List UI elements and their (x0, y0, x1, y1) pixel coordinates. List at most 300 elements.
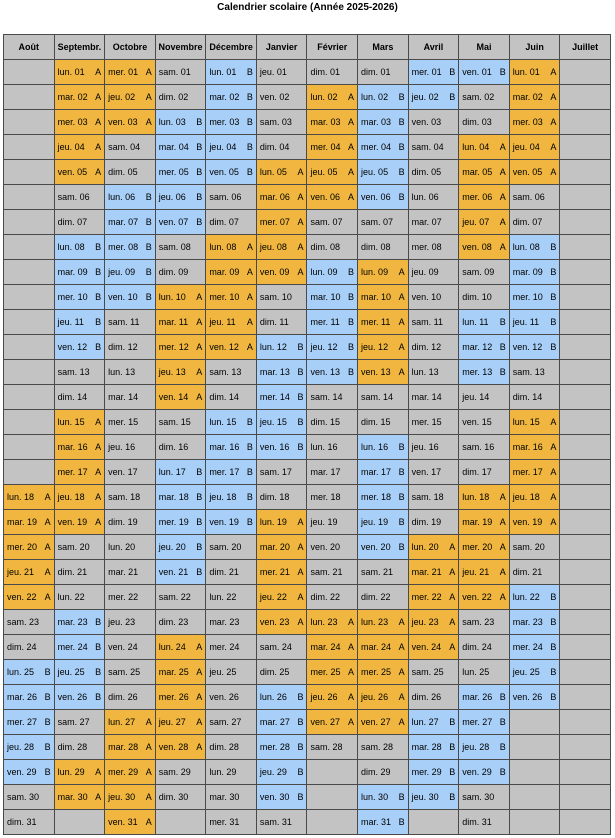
day-cell (105, 810, 156, 835)
day-cell (54, 335, 105, 360)
empty-cell (560, 585, 611, 610)
day-label: mar. 19 (462, 517, 493, 527)
zone-letter: A (297, 592, 304, 602)
day-label: sam. 28 (361, 742, 394, 752)
day-label: jeu. 26 (310, 692, 338, 702)
zone-letter: A (398, 717, 405, 727)
day-label: mer. 10 (512, 292, 543, 302)
day-cell (206, 160, 257, 185)
day-label: jeu. 28 (462, 742, 490, 752)
day-label: lun. 03 (158, 117, 186, 127)
day-cell (54, 310, 105, 335)
zone-letter: B (499, 342, 506, 352)
day-cell (54, 785, 105, 810)
day-label: jeu. 30 (108, 792, 136, 802)
day-label: lun. 22 (512, 592, 540, 602)
empty-cell (307, 810, 358, 835)
empty-cell (560, 635, 611, 660)
day-cell (54, 110, 105, 135)
day-label: ven. 13 (310, 367, 340, 377)
day-cell (206, 585, 257, 610)
table-row (4, 810, 611, 835)
day-label: ven. 01 (462, 67, 492, 77)
empty-cell (560, 210, 611, 235)
zone-letter: A (196, 392, 203, 402)
empty-cell (560, 160, 611, 185)
day-label: lun. 24 (158, 642, 186, 652)
table-row (4, 210, 611, 235)
day-label: ven. 05 (57, 167, 88, 177)
day-cell (509, 660, 560, 685)
zone-letter: B (550, 267, 557, 277)
zone-letter: B (297, 367, 304, 377)
day-label: mer. 17 (209, 467, 240, 477)
day-label: lun. 05 (259, 167, 287, 177)
day-cell (206, 760, 257, 785)
empty-cell (560, 85, 611, 110)
day-cell (206, 560, 257, 585)
zone-letter: A (145, 67, 152, 77)
table-row (4, 160, 611, 185)
zone-letter: B (297, 767, 304, 777)
month-header: Mai (459, 35, 510, 60)
day-label: sam. 18 (108, 492, 141, 502)
day-cell (256, 410, 307, 435)
table-row (4, 135, 611, 160)
day-cell (206, 335, 257, 360)
day-label: mar. 09 (209, 267, 240, 277)
day-cell (408, 410, 459, 435)
day-label: lun. 20 (411, 542, 439, 552)
day-label: mer. 25 (310, 667, 341, 677)
day-cell (256, 160, 307, 185)
day-label: sam. 13 (512, 367, 545, 377)
day-label: lun. 08 (57, 242, 85, 252)
zone-letter: B (246, 67, 253, 77)
day-label: sam. 06 (209, 192, 242, 202)
empty-cell (560, 760, 611, 785)
day-label: jeu. 07 (462, 217, 490, 227)
day-label: mer. 12 (158, 342, 189, 352)
day-label: jeu. 08 (259, 242, 287, 252)
zone-letter: B (398, 467, 405, 477)
day-cell (105, 60, 156, 85)
day-cell (206, 785, 257, 810)
day-label: mer. 10 (209, 292, 240, 302)
day-label: dim. 01 (361, 67, 391, 77)
day-label: mer. 07 (259, 217, 290, 227)
day-cell (358, 210, 409, 235)
day-label: mer. 08 (411, 242, 442, 252)
day-cell (155, 135, 206, 160)
day-cell (206, 710, 257, 735)
zone-letter: A (196, 642, 203, 652)
day-cell (206, 135, 257, 160)
day-cell (155, 385, 206, 410)
day-cell (509, 685, 560, 710)
day-label: dim. 14 (512, 392, 543, 402)
day-cell (105, 435, 156, 460)
day-cell (54, 635, 105, 660)
day-cell (256, 85, 307, 110)
zone-letter: A (348, 117, 355, 127)
day-cell (408, 360, 459, 385)
day-cell (509, 260, 560, 285)
zone-letter: A (449, 542, 456, 552)
day-cell (155, 510, 206, 535)
zone-letter: A (550, 442, 557, 452)
day-label: mar. 24 (361, 642, 392, 652)
day-label: dim. 25 (259, 667, 290, 677)
zone-letter: B (550, 617, 557, 627)
day-cell (256, 760, 307, 785)
day-label: sam. 04 (411, 142, 444, 152)
day-label: mar. 10 (310, 292, 341, 302)
day-label: mer. 28 (259, 742, 290, 752)
day-label: lun. 11 (462, 317, 489, 327)
day-cell (408, 510, 459, 535)
day-label: mer. 20 (7, 542, 38, 552)
zone-letter: A (398, 342, 405, 352)
day-cell (256, 360, 307, 385)
day-cell (358, 535, 409, 560)
day-cell (256, 810, 307, 835)
day-cell (307, 385, 358, 410)
empty-cell (560, 685, 611, 710)
zone-letter: B (348, 292, 355, 302)
day-cell (509, 135, 560, 160)
empty-cell (4, 410, 55, 435)
day-label: mer. 11 (310, 317, 340, 327)
day-label: lun. 10 (158, 292, 186, 302)
zone-letter: A (95, 167, 102, 177)
day-cell (358, 135, 409, 160)
zone-letter: A (499, 492, 506, 502)
zone-letter: B (95, 317, 102, 327)
day-cell (307, 60, 358, 85)
day-label: jeu. 02 (411, 92, 439, 102)
day-label: dim. 05 (411, 167, 442, 177)
zone-letter: A (145, 117, 152, 127)
day-cell (358, 110, 409, 135)
day-cell (358, 760, 409, 785)
day-cell (509, 85, 560, 110)
day-label: dim. 15 (310, 417, 340, 427)
day-cell (509, 335, 560, 360)
zone-letter: B (246, 492, 253, 502)
day-cell (408, 160, 459, 185)
zone-letter: B (145, 242, 152, 252)
zone-letter: A (348, 192, 355, 202)
day-cell (307, 360, 358, 385)
day-label: dim. 30 (158, 792, 189, 802)
day-cell (509, 60, 560, 85)
day-cell (408, 285, 459, 310)
day-label: jeu. 05 (361, 167, 389, 177)
day-cell (105, 735, 156, 760)
zone-letter: B (95, 617, 102, 627)
day-cell (105, 710, 156, 735)
zone-letter: A (398, 692, 405, 702)
zone-letter: B (44, 717, 51, 727)
day-label: lun. 23 (310, 617, 338, 627)
day-cell (54, 710, 105, 735)
day-label: dim. 24 (462, 642, 492, 652)
day-label: jeu. 04 (57, 142, 85, 152)
day-label: dim. 18 (259, 492, 290, 502)
day-cell (358, 410, 409, 435)
day-cell (459, 210, 510, 235)
day-cell (206, 110, 257, 135)
empty-cell (4, 385, 55, 410)
month-header: Janvier (256, 35, 307, 60)
day-label: ven. 27 (310, 717, 340, 727)
day-label: ven. 19 (209, 517, 239, 527)
day-label: sam. 06 (512, 192, 545, 202)
empty-cell (4, 285, 55, 310)
day-label: ven. 22 (7, 592, 37, 602)
zone-letter: A (145, 92, 152, 102)
day-label: sam. 06 (57, 192, 90, 202)
zone-letter: B (95, 667, 102, 677)
day-cell (358, 460, 409, 485)
zone-letter: B (145, 192, 152, 202)
day-label: jeu. 19 (361, 517, 389, 527)
day-cell (459, 285, 510, 310)
zone-letter: B (348, 267, 355, 277)
day-label: lun. 13 (411, 367, 439, 377)
day-cell (4, 710, 55, 735)
zone-letter: A (44, 542, 51, 552)
zone-letter: B (95, 267, 102, 277)
day-cell (54, 660, 105, 685)
day-cell (155, 460, 206, 485)
day-cell (307, 160, 358, 185)
zone-letter: A (550, 92, 557, 102)
zone-letter: A (95, 767, 102, 777)
day-cell (206, 410, 257, 435)
day-label: mer. 13 (462, 367, 493, 377)
table-row (4, 310, 611, 335)
day-label: jeu. 14 (462, 392, 490, 402)
day-cell (509, 510, 560, 535)
day-cell (358, 385, 409, 410)
calendar-body (4, 60, 611, 835)
table-row (4, 460, 611, 485)
day-label: dim. 28 (57, 742, 88, 752)
zone-letter: A (348, 717, 355, 727)
zone-letter: B (95, 642, 102, 652)
zone-letter: A (44, 517, 51, 527)
day-label: sam. 31 (259, 817, 292, 827)
day-label: mer. 24 (512, 642, 543, 652)
zone-letter: A (499, 592, 506, 602)
day-label: lun. 06 (108, 192, 136, 202)
day-cell (358, 485, 409, 510)
day-label: sam. 08 (158, 242, 191, 252)
day-cell (459, 185, 510, 210)
zone-letter: A (95, 417, 102, 427)
empty-cell (509, 710, 560, 735)
zone-letter: B (398, 792, 405, 802)
zone-letter: A (348, 92, 355, 102)
day-label: ven. 17 (411, 467, 442, 477)
day-label: mer. 10 (57, 292, 88, 302)
day-label: lun. 15 (209, 417, 237, 427)
day-label: dim. 17 (462, 467, 492, 477)
zone-letter: B (196, 167, 203, 177)
calendar-header (4, 35, 611, 60)
empty-cell (509, 760, 560, 785)
zone-letter: B (196, 567, 203, 577)
table-row (4, 685, 611, 710)
empty-cell (4, 335, 55, 360)
day-label: ven. 24 (108, 642, 138, 652)
table-row (4, 60, 611, 85)
day-cell (459, 460, 510, 485)
day-label: sam. 22 (158, 592, 191, 602)
table-row (4, 610, 611, 635)
zone-letter: B (297, 392, 304, 402)
day-label: lun. 01 (209, 67, 237, 77)
day-cell (155, 185, 206, 210)
day-label: sam. 01 (158, 67, 191, 77)
table-row (4, 260, 611, 285)
day-cell (206, 185, 257, 210)
table-row (4, 85, 611, 110)
day-cell (358, 185, 409, 210)
table-row (4, 560, 611, 585)
table-row (4, 385, 611, 410)
table-row (4, 110, 611, 135)
day-label: mar. 03 (310, 117, 341, 127)
empty-cell (560, 360, 611, 385)
day-label: sam. 14 (310, 392, 343, 402)
day-cell (206, 460, 257, 485)
day-cell (256, 585, 307, 610)
day-label: jeu. 27 (158, 717, 186, 727)
month-header: Avril (408, 35, 459, 60)
day-label: mer. 22 (108, 592, 139, 602)
zone-letter: B (499, 717, 506, 727)
zone-letter: A (348, 667, 355, 677)
day-label: sam. 20 (512, 542, 545, 552)
day-label: sam. 07 (361, 217, 394, 227)
empty-cell (560, 710, 611, 735)
zone-letter: A (449, 617, 456, 627)
zone-letter: A (95, 117, 102, 127)
day-cell (206, 635, 257, 660)
day-label: jeu. 18 (512, 492, 540, 502)
zone-letter: A (550, 142, 557, 152)
zone-letter: B (44, 742, 51, 752)
day-cell (459, 485, 510, 510)
day-cell (155, 785, 206, 810)
day-label: lun. 15 (512, 417, 540, 427)
empty-cell (4, 135, 55, 160)
day-label: sam. 10 (259, 292, 292, 302)
day-label: sam. 24 (259, 642, 292, 652)
day-label: ven. 12 (57, 342, 88, 352)
zone-letter: B (398, 517, 405, 527)
day-label: ven. 28 (158, 742, 189, 752)
day-cell (408, 60, 459, 85)
day-cell (307, 285, 358, 310)
zone-letter: B (449, 717, 456, 727)
zone-letter: B (398, 442, 405, 452)
day-label: jeu. 25 (209, 667, 237, 677)
day-cell (358, 735, 409, 760)
zone-letter: B (499, 692, 506, 702)
day-label: jeu. 23 (411, 617, 439, 627)
day-cell (105, 310, 156, 335)
empty-cell (4, 235, 55, 260)
day-cell (155, 235, 206, 260)
day-label: mar. 16 (209, 442, 240, 452)
table-row (4, 635, 611, 660)
day-label: sam. 13 (209, 367, 242, 377)
zone-letter: A (348, 642, 355, 652)
table-row (4, 360, 611, 385)
day-label: ven. 27 (361, 717, 391, 727)
day-label: jeu. 25 (57, 667, 85, 677)
day-cell (459, 260, 510, 285)
day-cell (256, 435, 307, 460)
zone-letter: A (550, 67, 557, 77)
zone-letter: A (95, 442, 102, 452)
zone-letter: B (348, 342, 355, 352)
empty-cell (408, 810, 459, 835)
zone-letter: A (297, 242, 304, 252)
empty-cell (560, 485, 611, 510)
day-label: ven. 05 (209, 167, 239, 177)
table-row (4, 585, 611, 610)
zone-letter: A (297, 192, 304, 202)
day-cell (206, 385, 257, 410)
zone-letter: B (398, 92, 405, 102)
zone-letter: A (398, 317, 405, 327)
day-cell (256, 685, 307, 710)
day-label: mer. 31 (209, 817, 240, 827)
day-cell (408, 335, 459, 360)
zone-letter: B (196, 467, 203, 477)
day-label: mer. 14 (259, 392, 290, 402)
table-row (4, 285, 611, 310)
day-label: mar. 09 (512, 267, 543, 277)
day-cell (105, 385, 156, 410)
day-cell (307, 610, 358, 635)
day-label: sam. 11 (411, 317, 443, 327)
day-label: dim. 21 (512, 567, 543, 577)
table-row (4, 435, 611, 460)
zone-letter: A (196, 367, 203, 377)
day-label: dim. 15 (361, 417, 391, 427)
day-cell (54, 585, 105, 610)
day-label: dim. 03 (462, 117, 492, 127)
day-label: mar. 21 (108, 567, 139, 577)
day-cell (206, 235, 257, 260)
day-label: mar. 23 (209, 617, 240, 627)
day-label: dim. 28 (209, 742, 239, 752)
day-cell (105, 285, 156, 310)
day-cell (256, 460, 307, 485)
empty-cell (4, 85, 55, 110)
day-label: sam. 18 (411, 492, 444, 502)
table-row (4, 410, 611, 435)
zone-letter: B (348, 317, 355, 327)
day-cell (54, 410, 105, 435)
day-cell (206, 510, 257, 535)
